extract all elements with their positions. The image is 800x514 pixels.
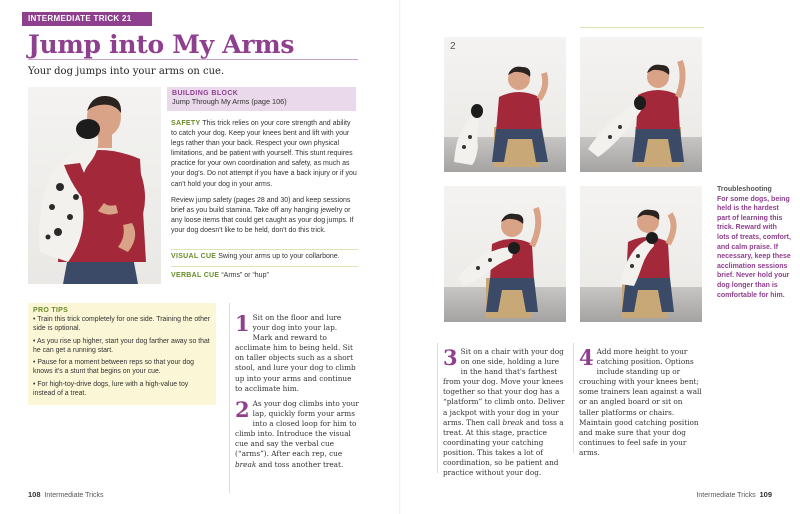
step-text: Add more height to your catching position. Options include standing up or crouching with your knees bent; some trainers lean against a wall or an angled board or sit on taller platforms or chairs. Maintain good catching position and make sure that your dog continues to feel safe in your arms. (579, 347, 702, 457)
column-rule (573, 343, 574, 453)
page-title: Jump into My Arms (28, 30, 295, 59)
verbal-cue-label: VERBAL CUE (171, 272, 220, 279)
step-text-italic: break (235, 459, 257, 469)
safety-label: SAFETY (171, 120, 201, 127)
visual-cue (171, 253, 340, 260)
step-1 (235, 313, 359, 394)
jumping-scene-icon (580, 37, 702, 172)
lap-scene-icon (580, 186, 702, 322)
step-4 (579, 347, 703, 458)
step-text: As your dog climbs into your lap, quickly form your arms into a closed loop for him to climb into. Introduce the visual cue and say the verbal cue (“arms”). After each rep, cue (235, 399, 359, 459)
step-number: 4 (579, 345, 594, 370)
safety-text: This trick relies on your core strength and ability to catch your dog. Keep your knees bent and lift with your legs rather than your back. Respect your own physical limitations, and be patient with yourself. This stunt requires practice for your own coordination and safety, as much as your dog's. Do not attempt if you have a back injury or if you can't hold your dog in your arms. (171, 120, 357, 188)
troubleshooting-box (717, 185, 791, 300)
step-number: 3 (443, 345, 458, 370)
visual-cue-text: Swing your arms up to your collarbone. (218, 253, 340, 260)
man-holding-dog-illustration (28, 87, 161, 284)
photo-man-holding-dog (28, 87, 161, 284)
right-footer (696, 490, 772, 499)
cue-divider (171, 266, 358, 267)
column-rule (437, 343, 438, 473)
visual-cue-label: VISUAL CUE (171, 253, 217, 260)
trick-tag: INTERMEDIATE TRICK 21 (22, 12, 152, 26)
photo-label: 2 (450, 41, 456, 52)
verbal-cue-text: “Arms” or “hup” (221, 272, 269, 279)
pro-tip-item: • Train this trick completely for one side. Training the other side is optional. (33, 316, 211, 333)
cue-divider (171, 249, 358, 250)
photo-dog-sitting (444, 37, 566, 172)
photo-dog-climbing (444, 186, 566, 322)
step-2 (235, 399, 359, 470)
step-text: and toss a treat. At this stage, practice coordinating your catching position. This takes a lot of coordination, so be patient and practice without your dog. (443, 417, 564, 478)
climbing-scene-icon (444, 186, 566, 322)
top-rule (580, 27, 704, 28)
photo-dog-in-lap (580, 186, 702, 322)
step-text: and toss another treat. (256, 459, 344, 469)
photo-dog-jumping (580, 37, 702, 172)
step-3 (443, 347, 567, 478)
troubleshooting-heading: Troubleshooting (717, 186, 772, 193)
footer-section: Intermediate Tricks (44, 492, 104, 499)
building-block-box (167, 87, 356, 111)
left-footer (28, 490, 104, 499)
pro-tips-heading: PRO TIPS (33, 307, 69, 314)
sitting-scene-icon (444, 37, 566, 172)
step-number: 2 (235, 397, 250, 422)
step-text: Sit on a chair with your dog on one side, holding a lure in the hand that's farthest from your dog. Move your knees together so that your dog has a “platform” to climb onto. Deliver a jackpot with your dog in your arms. Then call (443, 347, 565, 427)
column-rule (229, 303, 230, 493)
review-paragraph: Review jump safety (pages 28 and 30) and keep sessions brief as you build stamina. Take off any hanging jewelry or any loose items that could get caught as your dog jumps. If your dog doesn't like to be held, don't do this trick. (171, 197, 354, 235)
page-subtitle: Your dog jumps into your arms on cue. (28, 66, 225, 77)
pro-tip-item: • As you rise up higher, start your dog farther away so that he can get a running start. (33, 337, 210, 354)
page-gutter (399, 0, 401, 514)
safety-paragraph (171, 119, 358, 190)
building-block-heading: BUILDING BLOCK (172, 90, 239, 97)
title-rule (28, 59, 358, 60)
verbal-cue (171, 272, 269, 279)
page-number: 108 (28, 490, 41, 499)
building-block-text: Jump Through My Arms (page 106) (172, 97, 287, 106)
step-text: Sit on the floor and lure your dog into your lap. Mark and reward to acclimate him to being held. Sit on taller objects such as a short stool, and lure your dog to climb up into your arms and continue to acclimate him. (235, 313, 356, 393)
footer-section: Intermediate Tricks (696, 492, 756, 499)
pro-tip-item: • Pause for a moment between reps so that your dog knows it's a stunt that begins on your cue. (33, 359, 194, 376)
step-number: 1 (235, 311, 250, 336)
page-number: 109 (759, 490, 772, 499)
troubleshooting-text: For some dogs, being held is the hardest part of learning this trick. Reward with lots of treats, comfort, and calm praise. If necessary, keep these acclimation sessions brief. Never hold your dog longer than is comfortable for him. (717, 195, 791, 299)
pro-tips-box (28, 303, 216, 405)
pro-tip-item: • For high-toy-drive dogs, lure with a high-value toy instead of a treat. (33, 380, 189, 398)
step-text-italic: break (502, 417, 524, 427)
